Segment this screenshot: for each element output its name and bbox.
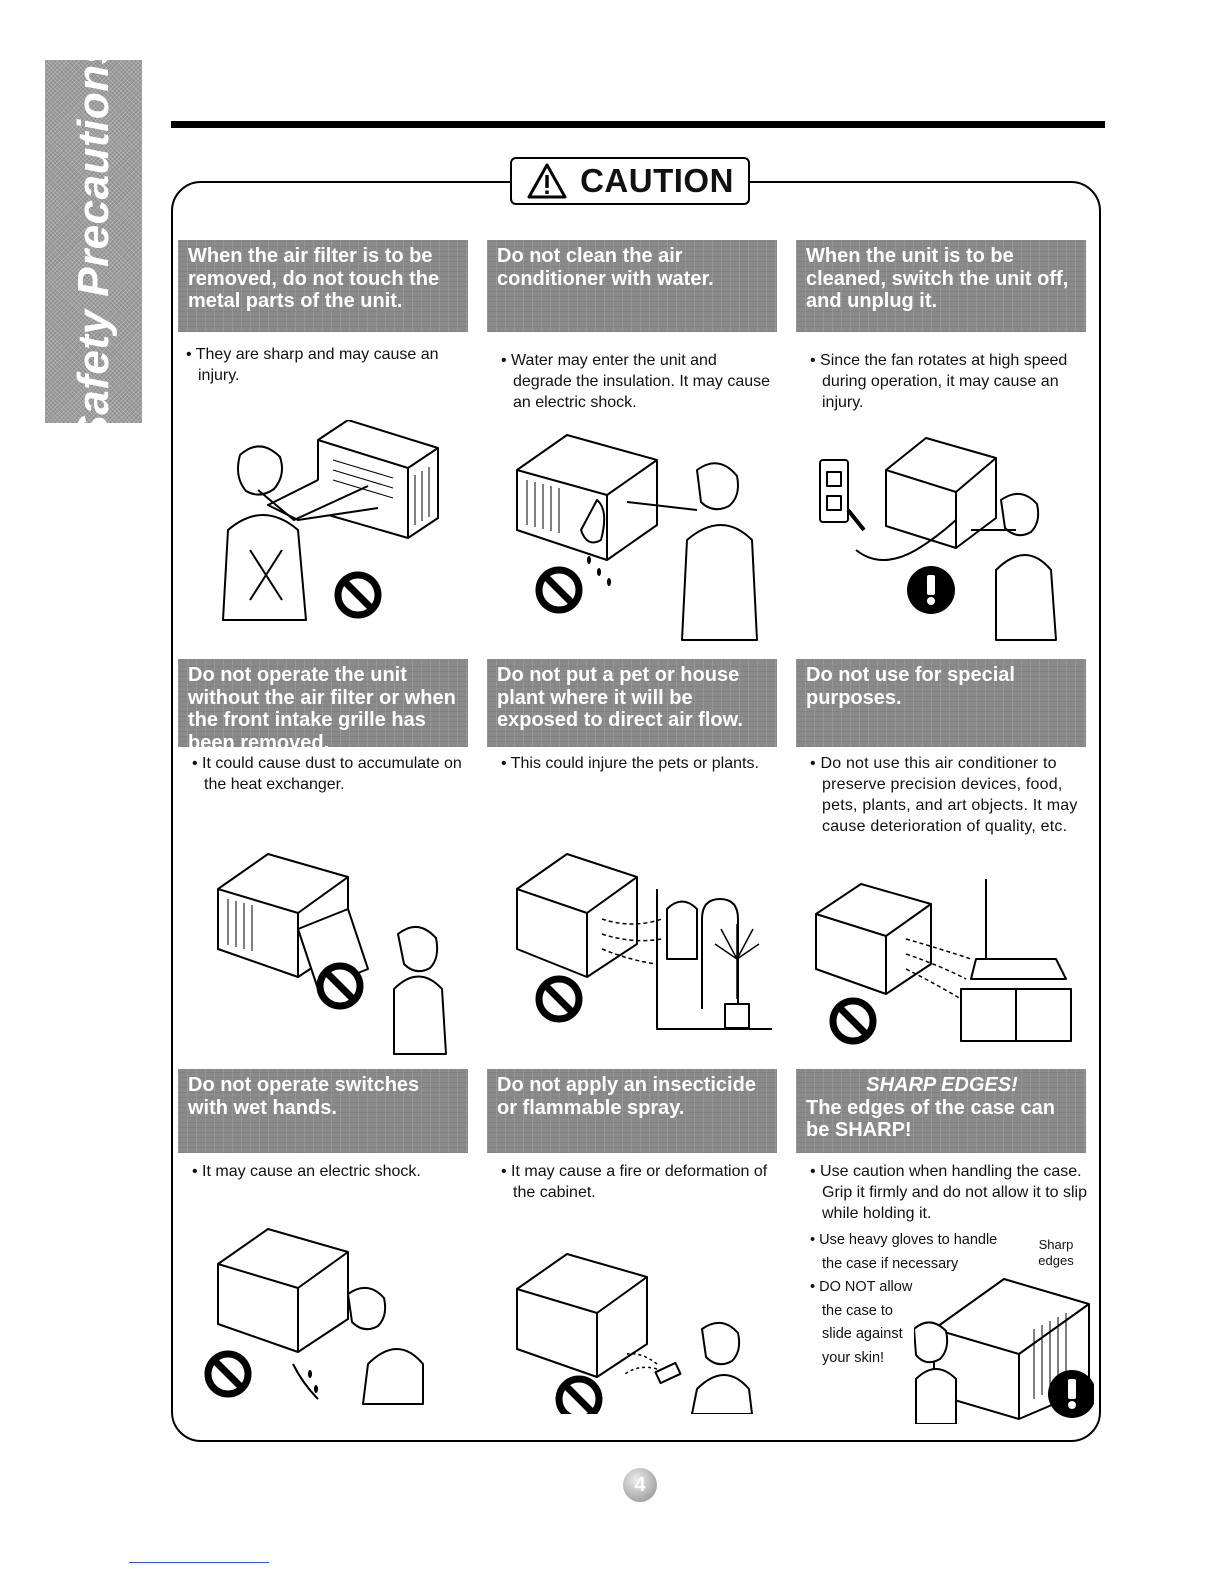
bullet-text: • It could cause dust to accumulate on the heat exchanger. bbox=[192, 755, 462, 793]
page-number: 4 bbox=[623, 1468, 657, 1502]
precision-devices-illustration bbox=[811, 879, 1091, 1059]
cell-bullets bbox=[186, 344, 468, 386]
cell-header: Do not clean the air conditioner with water. bbox=[487, 240, 777, 332]
pet-and-plant-in-airflow-illustration bbox=[507, 849, 777, 1059]
prohibited-icon bbox=[320, 966, 360, 1006]
cell-header: When the unit is to be cleaned, switch the unit off, and unplug it. bbox=[796, 240, 1086, 332]
bullet-text: • DO NOT allow the case to slide against your skin! bbox=[810, 1279, 913, 1366]
cell-bullets bbox=[501, 753, 777, 774]
bullet-text: • Since the fan rotates at high speed during operation, it may cause an injury. bbox=[810, 352, 1068, 411]
cell-bullets bbox=[810, 350, 1086, 413]
bullet-text: • Use heavy gloves to handle the case if necessary bbox=[810, 1232, 998, 1272]
cell-header: Do not operate the unit without the air filter or when the front intake grille has been removed. bbox=[178, 659, 468, 747]
bullet-text: • It may cause an electric shock. bbox=[192, 1163, 421, 1180]
bullet-text: • They are sharp and may cause an injury. bbox=[186, 346, 439, 384]
caution-title: CAUTION bbox=[580, 162, 734, 199]
prohibited-icon bbox=[208, 1354, 248, 1394]
footer-link-line bbox=[129, 1562, 269, 1563]
prohibited-icon bbox=[539, 570, 579, 610]
person-unplugging-unit-illustration bbox=[816, 430, 1076, 645]
bullet-text: • This could injure the pets or plants. bbox=[501, 755, 759, 772]
cell-header: Do not use for special purposes. bbox=[796, 659, 1086, 747]
cell-bullets bbox=[501, 1161, 777, 1203]
warning-triangle-icon bbox=[526, 162, 568, 200]
prohibited-icon bbox=[833, 1001, 873, 1041]
bullet-text: • It may cause a fire or deformation of the cabinet. bbox=[501, 1163, 768, 1201]
caution-banner bbox=[510, 157, 750, 205]
cell-header: When the air filter is to be removed, do not touch the metal parts of the unit. bbox=[178, 240, 468, 332]
cell-bullets bbox=[810, 1161, 1092, 1224]
sharp-edges-heading: SHARP EDGES! bbox=[866, 1074, 1018, 1096]
cell-bullets bbox=[501, 350, 777, 413]
cell-header: The edges of the case can be SHARP! bbox=[806, 1096, 1055, 1141]
unit-without-grille-illustration bbox=[208, 849, 463, 1059]
prohibited-icon bbox=[559, 1379, 599, 1414]
prohibited-icon bbox=[539, 979, 579, 1019]
top-rule bbox=[171, 121, 1105, 128]
mandatory-icon bbox=[907, 566, 955, 614]
spray-illustration bbox=[507, 1249, 772, 1414]
prohibited-icon bbox=[338, 575, 378, 615]
wet-hands-switch-illustration bbox=[198, 1224, 463, 1409]
person-washing-unit-illustration bbox=[507, 430, 767, 645]
cell-header: Do not apply an insecticide or flammable spray. bbox=[487, 1069, 777, 1153]
bullet-text: • Use caution when handling the case. Grip it firmly and do not allow it to slip while holding it. bbox=[810, 1163, 1087, 1222]
mandatory-icon bbox=[1048, 1370, 1094, 1418]
cell-header: Do not operate switches with wet hands. bbox=[178, 1069, 468, 1153]
bullet-text: • Do not use this air conditioner to preserve precision devices, food, pets, plants, and art objects. It may cause deterioration of quality, etc. bbox=[810, 755, 1078, 835]
cell-header-box bbox=[796, 1069, 1086, 1153]
cell-bullets bbox=[810, 753, 1092, 837]
sharp-edges-callout: Sharp edges bbox=[1038, 1237, 1074, 1268]
section-side-tab bbox=[45, 38, 142, 445]
bullet-text: • Water may enter the unit and degrade the insulation. It may cause an electric shock. bbox=[501, 352, 771, 411]
cell-bullets bbox=[192, 753, 468, 795]
side-tab-label: Safety Precautions bbox=[68, 38, 118, 445]
person-removing-filter-illustration bbox=[198, 420, 458, 645]
cell-bullets bbox=[192, 1161, 468, 1182]
sharp-edged-case-illustration bbox=[914, 1269, 1094, 1424]
cell-header: Do not put a pet or house plant where it will be exposed to direct air flow. bbox=[487, 659, 777, 747]
